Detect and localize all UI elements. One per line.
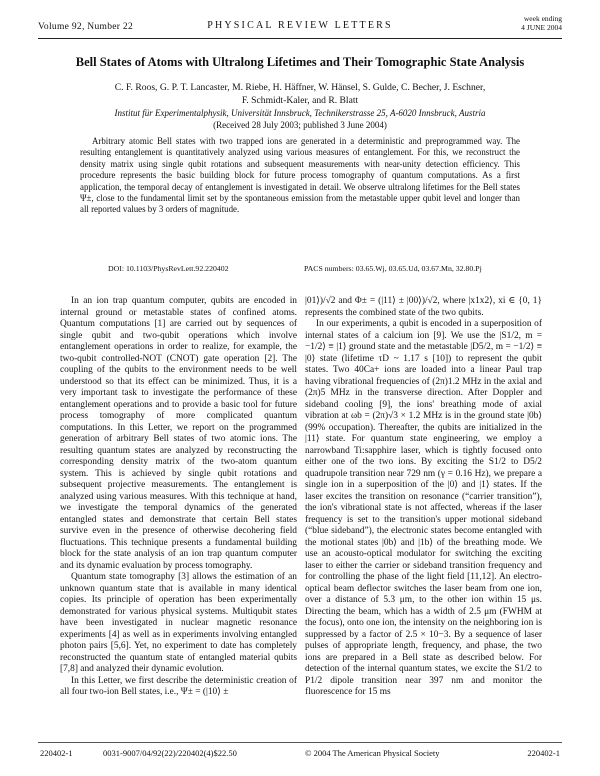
volume-number: Volume 92, Number 22 [38, 22, 134, 32]
authors-line-2: F. Schmidt-Kaler, and R. Blatt [241, 94, 359, 106]
doi-link[interactable]: DOI: 10.1103/PhysRevLett.92.220402 [108, 264, 229, 273]
page-number-left: 220402-1 [40, 748, 73, 758]
issue-date-value: 4 JUNE 2004 [521, 23, 562, 32]
paper-title: Bell States of Atoms with Ultralong Lifetimes and Their Tomographic State Analysis [75, 55, 525, 69]
body-column-right [305, 296, 542, 699]
copyright-notice: © 2004 The American Physical Society [305, 748, 440, 758]
paragraph: In this Letter, we first describe the deterministic creation of all four two-ion Bell states, i.e., Ψ± = (|10⟩ ± [60, 675, 297, 697]
journal-name: PHYSICAL REVIEW LETTERS [207, 20, 393, 31]
issn-code: 0031-9007/04/92(22)/220402(4)$22.50 [103, 748, 237, 758]
footer-rule [38, 742, 562, 743]
paragraph: |01⟩)/√2 and Φ± = (|11⟩ ± |00⟩)/√2, where |x1x2⟩, xi ∈ {0, 1} represents the combined state of the two qubits. [305, 296, 542, 318]
paragraph: In our experiments, a qubit is encoded in a superposition of internal states of a calcium ion [9]. We use the |S1/2, m = −1/2⟩ ≡ |1⟩ ground state and the metastable |D5/2, m = −1/2⟩ ≡ |0⟩ state (lifetime τD ~ 1.17 s [10]) to represent the qubit states. Two 40Ca+ ions are loaded into a linear Paul trap having vibrational frequencies of (2π)1.2 MHz in the axial and (2π)5 MHz in the transverse direction. After Doppler and sideband cooling [9], the ions' breathing mode of axial vibration at ωb = (2π)√3 × 1.2 MHz is in the ground state |0b⟩ (99% occupation). Thereafter, the qubits are initialized in the |11⟩ state. For quantum state engineering, we employ a narrowband Ti:sapphire laser, which is tightly focused onto either one of the two ions. By exciting the S1/2 to D5/2 quadrupole transition near 729 nm (γ = 0.16 Hz), we prepare a single ion in a superposition of the |0⟩ and |1⟩ states. If the laser excites the transition on resonance (“carrier transition”), the ion's vibrational state is not affected, whereas if the laser frequency is set to the transition's upper motional sideband (“blue sideband”), the electronic states become entangled with the motional states |0b⟩ and |1b⟩ of the breathing mode. We use an acousto-optical modulator for switching the exciting laser to either the carrier or sideband transition frequency and for controlling the phase of the light field [11,12]. An electro-optical beam deflector switches the laser beam from one ion, over a distance of 5.3 μm, to the other ion within 15 μs. Directing the beam, which has a width of 2.5 μm (FWHM at the focus), onto one ion, the intensity on the neighboring ion is suppressed by a factor of 2.5 × 10−3. By a sequence of laser pulses of appropriate length, frequency, and phase, the two ions are prepared in a Bell state as described below. For detection of the internal quantum states, we excite the S1/2 to P1/2 dipole transition near 397 nm and monitor the fluorescence for 15 ms [305, 319, 542, 697]
week-ending-label: week ending [523, 14, 562, 23]
paragraph: In an ion trap quantum computer, qubits are encoded in internal ground or metastable states of confined atoms. Quantum computations [1] are carried out by sequences of single qubit and two-qubit operations which involve entanglement operations in order to realize, for example, the two-qubit controlled-NOT (CNOT) gate operation [2]. The coupling of the qubits to the environment needs to be well understood so that its effect can be minimized. Thus, it is a very important task to investigate the performance of these entanglement operations and to provide a basic tool for future process tomography of more complicated quantum computations. In this Letter, we report on the programmed generation of arbitrary Bell states of two atomic ions. The resulting quantum states are analyzed by reconstructing the corresponding density matrix of the two-atom quantum system. This is achieved by single qubit rotations and subsequent projective measurements. The entanglement is analyzed using various measures. With this technique at hand, we investigate the temporal dynamics of the generated entangled states and demonstrate that certain Bell states survive even in the presence of otherwise decohering field fluctuations. This technique presents a fundamental building block for the state analysis of an ion trap quantum computer and its dynamic evaluation by process tomography. [60, 296, 297, 571]
paragraph: Quantum state tomography [3] allows the estimation of an unknown quantum state that is available in many identical copies. Its principle of operation has been experimentally demonstrated for various physical systems. Multiqubit states have been investigated in nuclear magnetic resonance experiments [4] as well as in experiments involving entangled photon pairs [5,6]. Yet, no experiment to date has completely reconstructed the quantum state of entangled material qubits [7,8] and analyzed their dynamic evolution. [60, 572, 297, 674]
pacs-numbers: PACS numbers: 03.65.Wj, 03.65.Ud, 03.67.Mn, 32.80.Pj [304, 264, 482, 273]
received-date: (Received 28 July 2003; published 3 June 2004) [213, 120, 387, 130]
author-list [60, 82, 540, 107]
authors-line-1: C. F. Roos, G. P. T. Lancaster, M. Riebe, H. Häffner, W. Hänsel, S. Gulde, C. Becher, J. Eschner, [114, 82, 486, 93]
body-column-left [60, 296, 297, 699]
page-number-right: 220402-1 [527, 748, 560, 758]
issue-date [521, 14, 562, 32]
affiliation: Institut für Experimentalphysik, Universität Innsbruck, Technikerstrasse 25, A-6020 Innsbruck, Austria [114, 108, 486, 118]
header-rule [38, 38, 562, 39]
abstract: Arbitrary atomic Bell states with two trapped ions are generated in a deterministic and preprogrammed way. The resulting entanglement is quantitatively analyzed using various measures of entanglement. For this, we reconstruct the density matrix using single qubit rotations and subsequent measurements with near-unity detection efficiency. This procedure represents the basic building block for future process tomography of quantum computations. As a first application, the temporal decay of entanglement is investigated in detail. We observe ultralong lifetimes for the Bell states Ψ±, close to the fundamental limit set by the spontaneous emission from the metastable upper qubit level and longer than all reported values by 3 orders of magnitude. [80, 136, 520, 215]
